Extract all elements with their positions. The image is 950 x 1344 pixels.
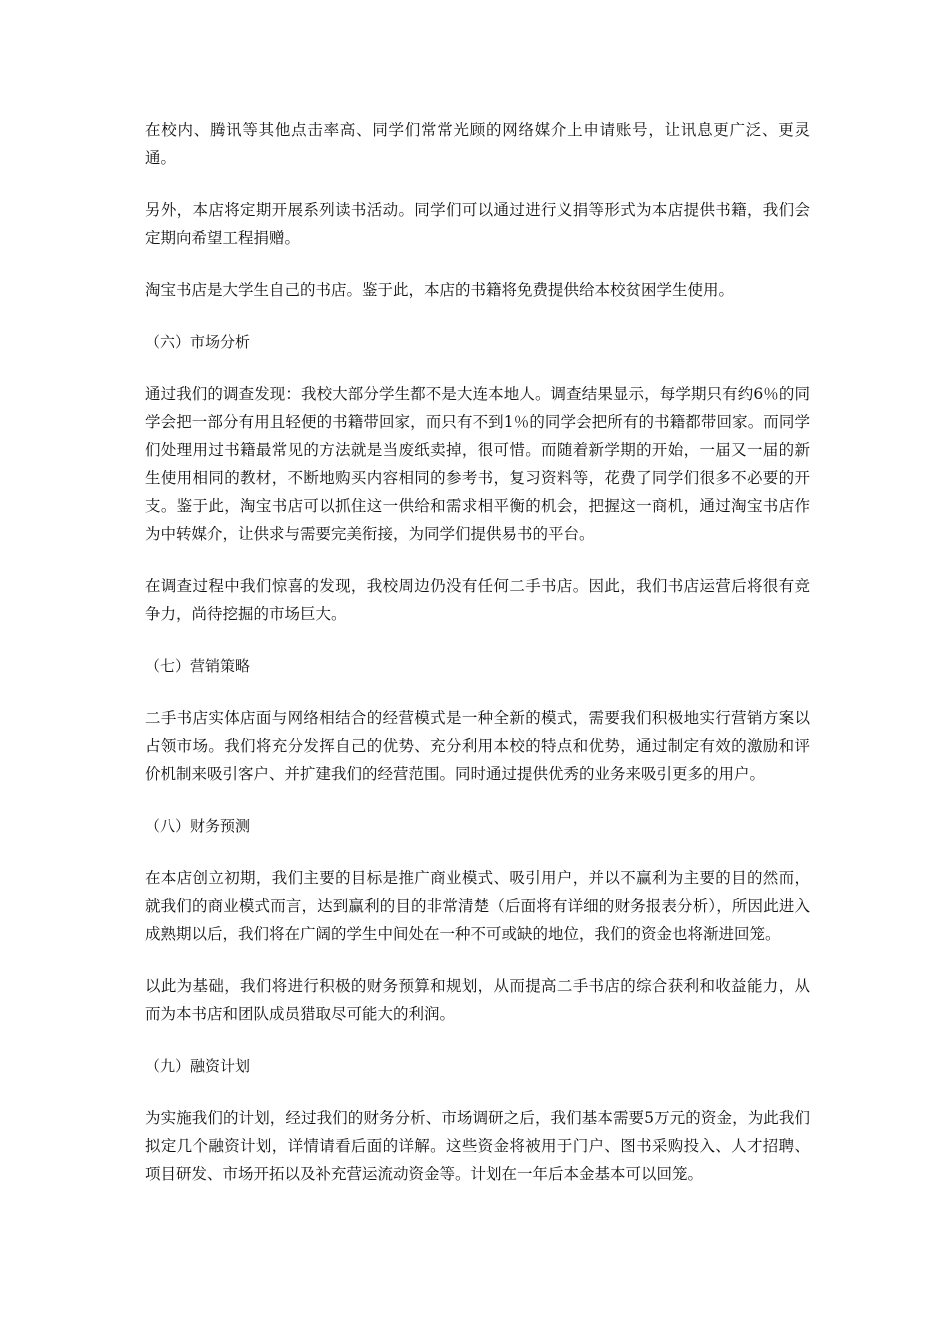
section-heading-financing-plan: （九）融资计划 — [145, 1057, 251, 1075]
paragraph-online-accounts: 在校内、腾讯等其他点击率高、同学们常常光顾的网络媒介上申请账号，让讯息更广泛、更灵通。 — [145, 121, 810, 167]
paragraph-no-competitors: 在调查过程中我们惊喜的发现，我校周边仍没有任何二手书店。因此，我们书店运营后将很有竞争力，尚待挖掘的市场巨大。 — [145, 577, 810, 623]
paragraph-free-books: 淘宝书店是大学生自己的书店。鉴于此，本店的书籍将免费提供给本校贫困学生使用。 — [145, 281, 735, 299]
paragraph-funding-needs: 为实施我们的计划，经过我们的财务分析、市场调研之后，我们基本需要5万元的资金，为此我们拟定几个融资计划，详情请看后面的详解。这些资金将被用于门户、图书采购投入、人才招聘、项目研发、市场开拓以及补充营运流动资金等。计划在一年后本金基本可以回笼。 — [145, 1109, 810, 1183]
section-heading-market-analysis: （六）市场分析 — [145, 333, 251, 351]
section-heading-marketing-strategy: （七）营销策略 — [145, 657, 251, 675]
document-page — [145, 116, 810, 1212]
paragraph-budget-planning: 以此为基础，我们将进行积极的财务预算和规划，从而提高二手书店的综合获利和收益能力，从而为本书店和团队成员猎取尽可能大的利润。 — [145, 977, 810, 1023]
paragraph-initial-goals: 在本店创立初期，我们主要的目标是推广商业模式、吸引用户，并以不赢利为主要的目的然而，就我们的商业模式而言，达到赢利的目的非常清楚（后面将有详细的财务报表分析），所因此进入成熟期以后，我们将在广阔的学生中间处在一种不可或缺的地位，我们的资金也将渐进回笼。 — [145, 869, 810, 943]
section-heading-financial-forecast: （八）财务预测 — [145, 817, 251, 835]
paragraph-survey-findings: 通过我们的调查发现：我校大部分学生都不是大连本地人。调查结果显示，每学期只有约6％的同学会把一部分有用且轻便的书籍带回家，而只有不到1％的同学会把所有的书籍都带回家。而同学们处理用过书籍最常见的方法就是当废纸卖掉，很可惜。而随着新学期的开始，一届又一届的新生使用相同的教材，不断地购买内容相同的参考书，复习资料等，花费了同学们很多不必要的开支。鉴于此，淘宝书店可以抓住这一供给和需求相平衡的机会，把握这一商机，通过淘宝书店作为中转媒介，让供求与需要完美衔接，为同学们提供易书的平台。 — [145, 385, 810, 543]
paragraph-reading-activities: 另外，本店将定期开展系列读书活动。同学们可以通过进行义捐等形式为本店提供书籍，我们会定期向希望工程捐赠。 — [145, 201, 810, 247]
paragraph-marketing-plan: 二手书店实体店面与网络相结合的经营模式是一种全新的模式，需要我们积极地实行营销方案以占领市场。我们将充分发挥自己的优势、充分利用本校的特点和优势，通过制定有效的激励和评价机制来吸引客户、并扩建我们的经营范围。同时通过提供优秀的业务来吸引更多的用户。 — [145, 709, 810, 783]
